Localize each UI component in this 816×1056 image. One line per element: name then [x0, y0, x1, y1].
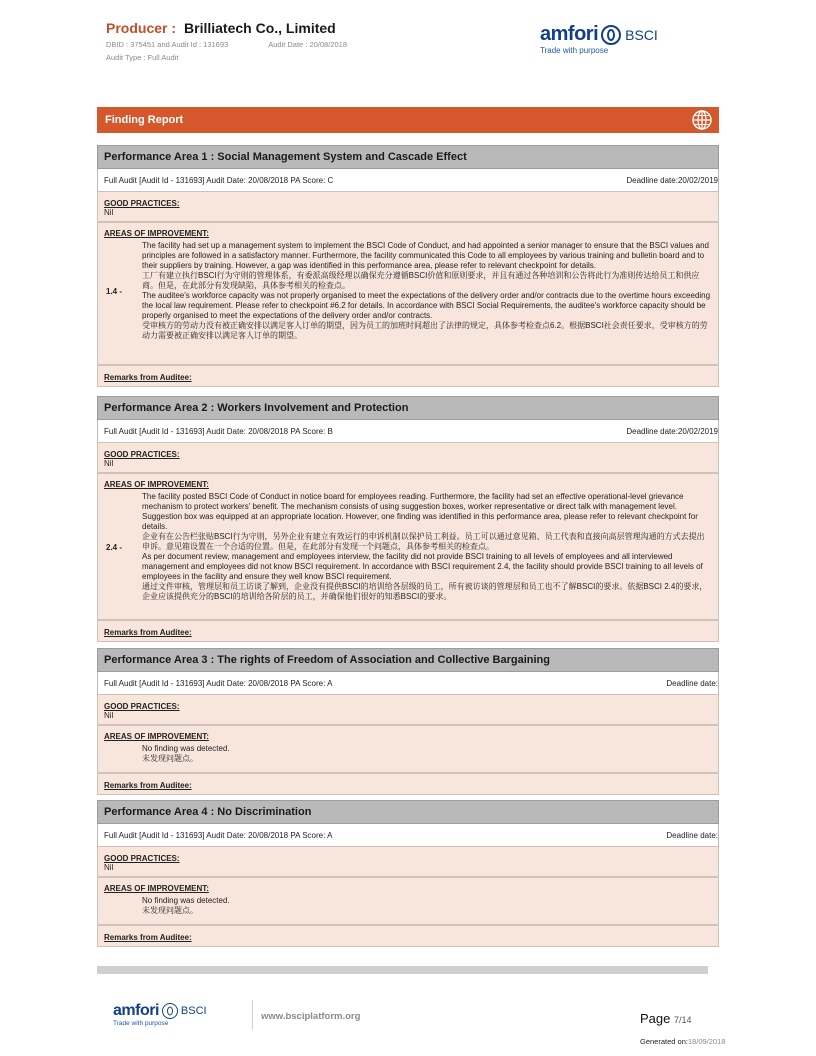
page-label: Page: [640, 1011, 671, 1026]
generated-on: [640, 1037, 726, 1046]
globe-icon: [691, 109, 713, 131]
page-number: [640, 1011, 692, 1026]
areas-label: AREAS OF IMPROVEMENT:: [104, 884, 209, 893]
finding-number: [104, 896, 142, 916]
performance-area-4: [97, 800, 719, 947]
remarks-label: Remarks from Auditee:: [104, 628, 192, 637]
section-subheader: [97, 169, 719, 191]
generated-label: Generated on:: [640, 1037, 688, 1046]
section-subheader: [97, 420, 719, 442]
page-total: /14: [679, 1015, 692, 1025]
dbid-text: DBID : 375451 and Audit Id : 131693: [106, 40, 229, 49]
good-practices-label: GOOD PRACTICES:: [104, 702, 180, 711]
footer-divider-bar: [97, 966, 708, 974]
areas-of-improvement-block: [97, 473, 719, 620]
good-practices-label: GOOD PRACTICES:: [104, 450, 180, 459]
remarks-label: Remarks from Auditee:: [104, 373, 192, 382]
finding-text-en: The facility posted BSCI Code of Conduct in notice board for employees reading. Furthermore, the facility had set an effective operational-level grievance mechanism to protect workers' benefit. The mechanism consists of using suggestion boxes, worker representative or direct talk with management level. Suggestion box was equipped at an appropriate location. However, one finding was identified in this performance area, please refer to relevant checkpoint for details.: [142, 492, 698, 531]
amfori-bsci-logo: [540, 23, 658, 46]
finding-report-title: Finding Report: [105, 114, 184, 126]
amfori-bsci-footer-logo: [113, 1002, 207, 1020]
remarks-block: [97, 620, 719, 642]
areas-of-improvement-block: [97, 222, 719, 365]
finding-text-zh: 企业有在公告栏张贴BSCI行为守则，另外企业有建立有效运行的申诉机制以保护员工利益。员工可以通过意见箱、员工代表和直接向高层管理沟通的方式去提出申诉。意见箱设置在一个合适的位置。但是，在此部分有发现一个问题点，具体参考相关的检查点。: [142, 532, 705, 551]
audit-info: Full Audit [Audit Id - 131693] Audit Date: 20/08/2018 PA Score: A: [104, 831, 333, 840]
good-practices-block: [97, 694, 719, 725]
finding-number: 1.4 -: [106, 286, 123, 296]
areas-label: AREAS OF IMPROVEMENT:: [104, 229, 209, 238]
areas-label: AREAS OF IMPROVEMENT:: [104, 480, 209, 489]
section-subheader: [97, 672, 719, 694]
finding-item: [104, 241, 712, 341]
section-subheader: [97, 824, 719, 846]
website-link[interactable]: www.bsciplatform.org: [261, 1011, 361, 1022]
deadline-date: Deadline date:: [666, 831, 718, 840]
audit-info: Full Audit [Audit Id - 131693] Audit Date: 20/08/2018 PA Score: B: [104, 427, 333, 436]
remarks-block: [97, 925, 719, 947]
deadline-date: Deadline date:20/02/2019: [626, 427, 718, 436]
remarks-label: Remarks from Auditee:: [104, 933, 192, 942]
finding-text-zh: 工厂有建立执行BSCI行为守则的管理体系，有委派高级经理以确保充分遵循BSCI价值和原则要求，并且有通过各种培训和公告将此行为准则传达给员工和供应商。但是，在此部分有发现缺陷，具体参考相关的检查点。: [142, 271, 700, 290]
logo-word: amfori: [540, 23, 599, 45]
audit-type-text: Audit Type : Full Audit: [106, 53, 179, 62]
audit-info: Full Audit [Audit Id - 131693] Audit Date: 20/08/2018 PA Score: C: [104, 176, 334, 185]
section-title: Performance Area 2 : Workers Involvement and Protection: [97, 396, 719, 420]
good-practices-block: [97, 442, 719, 473]
good-practices-label: GOOD PRACTICES:: [104, 854, 180, 863]
logo-bsci: BSCI: [625, 26, 658, 43]
good-practices-block: [97, 191, 719, 222]
section-title: Performance Area 3 : The rights of Freedom of Association and Collective Bargaining: [97, 648, 719, 672]
areas-of-improvement-block: [97, 725, 719, 773]
performance-area-2: [97, 396, 719, 642]
section-title: Performance Area 4 : No Discrimination: [97, 800, 719, 824]
good-practices-label: GOOD PRACTICES:: [104, 199, 180, 208]
producer-name: Brilliatech Co., Limited: [184, 20, 336, 36]
producer-label: Producer :: [106, 20, 177, 36]
logo-tagline: Trade with purpose: [540, 46, 609, 55]
performance-area-3: [97, 648, 719, 795]
page-current: 7: [674, 1015, 680, 1025]
performance-area-1: [97, 145, 719, 387]
finding-text-en: As per document review, management and employees interview, the facility did not provide BSCI training to all levels of employees and all interviewed management and employees did not know BSCI requirement. In accordance with BSCI requirement 2.4, the facility should provide BSCI training to all levels of employees in the facility and ensure they well know BSCI requirement.: [142, 552, 703, 581]
logo-ring-icon: [601, 25, 621, 45]
logo-ring-icon: [162, 1003, 178, 1019]
logo-word: amfori: [113, 1002, 159, 1019]
logo-bsci: BSCI: [180, 1005, 207, 1017]
finding-report-bar: [97, 107, 719, 133]
finding-text-zh: 受审核方的劳动力没有被正确安排以满足客人订单的期望，因为员工的加班时间超出了法律的规定，具体参考检查点6.2。根据BSCI社会责任要求，受审核方的劳动力需要被正确安排以满足客人订单的期望。: [142, 321, 708, 340]
generated-date: 18/09/2018: [687, 1037, 726, 1046]
finding-text-en: No finding was detected.: [142, 744, 230, 753]
audit-date-text: Audit Date : 20/08/2018: [268, 40, 347, 49]
remarks-block: [97, 365, 719, 387]
remarks-label: Remarks from Auditee:: [104, 781, 192, 790]
finding-number: 2.4 -: [106, 542, 123, 552]
good-practices-value: Nil: [104, 863, 114, 872]
finding-item: [104, 896, 712, 916]
audit-info: Full Audit [Audit Id - 131693] Audit Date: 20/08/2018 PA Score: A: [104, 679, 333, 688]
finding-text-en: The facility had set up a management system to implement the BSCI Code of Conduct, and had appointed a senior manager to ensure that the BSCI values and principles are followed in a satisfactory manner. Furthermore, the facility communicated this Code to all employees by various training and bulletin board and to their suppliers by training. However, a gap was identified in this performance area, please refer to relevant checkpoint for details.: [142, 241, 709, 270]
good-practices-block: [97, 846, 719, 877]
footer-vertical-divider: [252, 1000, 253, 1030]
good-practices-value: Nil: [104, 459, 114, 468]
audit-meta-row: [106, 40, 347, 49]
finding-text-zh: 未发现问题点。: [142, 906, 198, 915]
logo-tagline: Trade with purpose: [113, 1020, 169, 1027]
finding-item: [104, 492, 712, 602]
producer-heading: [106, 20, 336, 36]
finding-text-en: No finding was detected.: [142, 896, 230, 905]
good-practices-value: Nil: [104, 711, 114, 720]
good-practices-value: Nil: [104, 208, 114, 217]
remarks-block: [97, 773, 719, 795]
deadline-date: Deadline date:20/02/2019: [626, 176, 718, 185]
areas-of-improvement-block: [97, 877, 719, 925]
section-title: Performance Area 1 : Social Management System and Cascade Effect: [97, 145, 719, 169]
finding-item: [104, 744, 712, 764]
deadline-date: Deadline date:: [666, 679, 718, 688]
finding-text-en: The auditee's workforce capacity was not properly organised to meet the expectations of the delivery order and/or contracts due to the overtime hours exceeding the local law requirement. Please refer to checkpoint #6.2 for details. In accordance with BSCI Social Requirements, the auditee's workforce capacity should be properly organised to meet the expectations of the delivery order and/or contracts.: [142, 291, 711, 320]
finding-text-zh: 通过文件审核，管理层和员工访谈了解到，企业没有提供BSCI的培训给各层级的员工，所有被访谈的管理层和员工也不了解BSCI的要求。依据BSCI 2.4的要求，企业应该提供充分的BSCI的培训给各阶层的员工，并确保他们很好的知悉BSCI的要求。: [142, 582, 708, 601]
finding-text-zh: 未发现问题点。: [142, 754, 198, 763]
finding-number: [104, 744, 142, 764]
areas-label: AREAS OF IMPROVEMENT:: [104, 732, 209, 741]
